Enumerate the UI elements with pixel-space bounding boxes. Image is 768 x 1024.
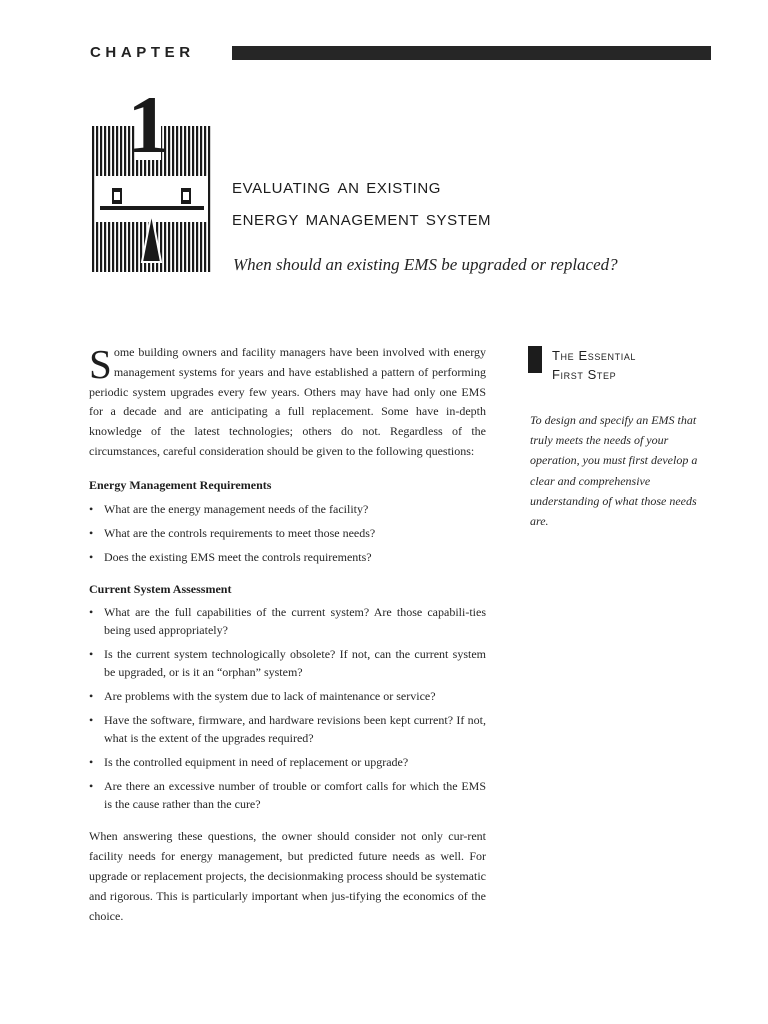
list-item: • What are the full capabilities of the current system? Are those capabili-ties being used appropriately? bbox=[89, 603, 486, 639]
requirements-list bbox=[89, 500, 486, 566]
main-column bbox=[89, 343, 486, 926]
chapter-title-line2: energy management system bbox=[232, 205, 492, 230]
section-heading-assessment: Current System Assessment bbox=[89, 581, 232, 596]
chapter-title bbox=[232, 170, 491, 234]
sidebar-marker bbox=[528, 346, 542, 373]
list-item: • Is the controlled equipment in need of replacement or upgrade? bbox=[89, 753, 486, 771]
chapter-subtitle: When should an existing EMS be upgraded or replaced? bbox=[233, 255, 618, 274]
section-heading-requirements: Energy Management Requirements bbox=[89, 477, 272, 492]
list-item: • Are there an excessive number of trouble or comfort calls for which the EMS is the cause rather than the cure? bbox=[89, 777, 486, 813]
list-item: • Have the software, firmware, and hardware revisions been kept current? If not, what is the extent of the upgrades required? bbox=[89, 711, 486, 747]
balance-scale-icon bbox=[92, 82, 211, 272]
list-item: • What are the energy management needs of the facility? bbox=[89, 500, 486, 518]
drop-cap: S bbox=[89, 341, 112, 387]
chapter-label: CHAPTER bbox=[90, 44, 195, 61]
sidebar-callout bbox=[528, 346, 718, 531]
sidebar-heading-line2: First Step bbox=[552, 367, 617, 382]
closing-paragraph: When answering these questions, the owner should consider not only cur-rent facility needs for energy management, but predicted future needs as well. For upgrade or replacement projects, the decisionmaking process should be systematic and rigorous. This is particularly important when jus-tifying the economics of the choice. bbox=[89, 829, 486, 923]
sidebar-heading-line1: The Essential bbox=[552, 348, 637, 363]
chapter-title-line1: evaluating an existing bbox=[232, 173, 442, 198]
intro-text: ome building owners and facility managers have been involved with energy management systems for years and have established a pattern of performing periodic system upgrades every few years. Others may have had only one EMS for a decade and are anticipating a full replacement. Some have in-depth knowledge of the latest technologies; others do not. Regardless of the circumstances, careful consideration should be given to the following questions: bbox=[89, 345, 486, 458]
sidebar-body: To design and specify an EMS that truly meets the needs of your operation, you must first develop a clear and comprehensive understanding of what those needs are. bbox=[530, 413, 698, 529]
assessment-list bbox=[89, 603, 486, 813]
chapter-number: 1 bbox=[127, 82, 169, 170]
chapter-rule bbox=[232, 46, 711, 60]
list-item: • Does the existing EMS meet the controls requirements? bbox=[89, 548, 486, 566]
list-item: • Are problems with the system due to lack of maintenance or service? bbox=[89, 687, 486, 705]
list-item: • Is the current system technologically obsolete? If not, can the current system be upgraded, or is it an “orphan” system? bbox=[89, 645, 486, 681]
intro-paragraph bbox=[89, 343, 486, 462]
list-item: • What are the controls requirements to meet those needs? bbox=[89, 524, 486, 542]
sidebar-heading bbox=[552, 346, 718, 384]
